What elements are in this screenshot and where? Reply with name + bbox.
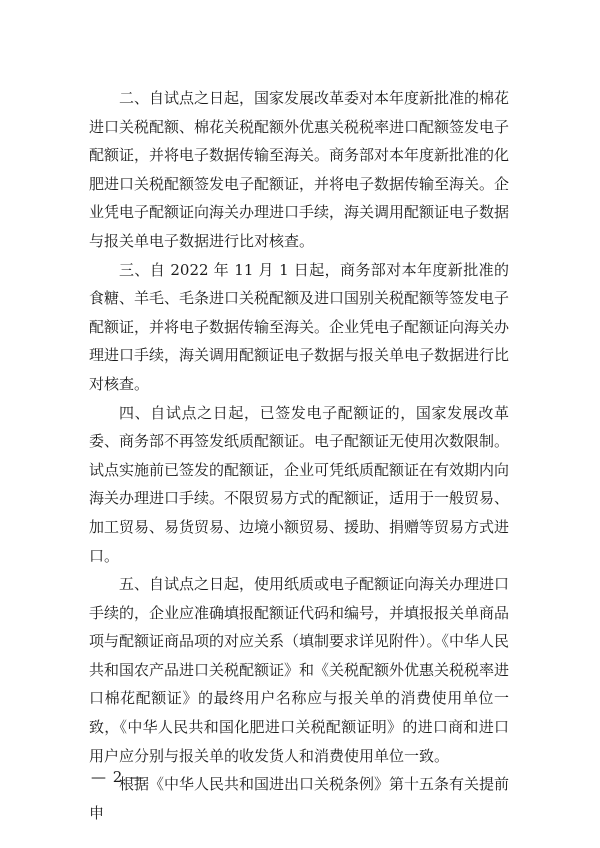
paragraph-item-4: 四、自试点之日起，已签发电子配额证的，国家发展改革委、商务部不再签发纸质配额证。电子配额证无使用次数限制。试点实施前已签发的配额证，企业可凭纸质配额证在有效期内向海关办理进口手续。不限贸易方式的配额证，适用于一般贸易、加工贸易、易货贸易、边境小额贸易、援助、捐赠等贸易方式进口。 (89, 403, 510, 565)
paragraph-item-5: 五、自试点之日起，使用纸质或电子配额证向海关办理进口手续的，企业应准确填报配额证代码和编号，并填报报关单商品项与配额证商品项的对应关系（填制要求详见附件）。《中华人民共和国农产品进口关税配额证》和《关税配额外优惠关税税率进口棉花配额证》的最终用户名称应与报关单的消费使用单位一致，《中华人民共和国化肥进口关税配额证明》的进口商和进口用户应分别与报关单的收发货人和消费使用单位一致。 (89, 575, 510, 765)
paragraph-item-3: 三、自 2022 年 11 月 1 日起，商务部对本年度新批准的食糖、羊毛、毛条进口关税配额及进口国别关税配额等签发电子配额证，并将电子数据传输至海关。企业凭电子配额证向海关办理进口手续，海关调用配额证电子数据与报关单电子数据进行比对核查。 (89, 260, 510, 393)
document-body (89, 84, 509, 827)
paragraph-continuation: 根据《中华人民共和国进出口关税条例》第十五条有关提前申 (89, 775, 510, 822)
paragraph-item-2: 二、自试点之日起，国家发展改革委对本年度新批准的棉花进口关税配额、棉花关税配额外优惠关税税率进口配额签发电子配额证，并将电子数据传输至海关。商务部对本年度新批准的化肥进口关税配额签发电子配额证，并将电子数据传输至海关。企业凭电子配额证向海关办理进口手续，海关调用配额证电子数据与报关单电子数据进行比对核查。 (89, 89, 510, 250)
page-number: — 2 — (91, 768, 146, 786)
